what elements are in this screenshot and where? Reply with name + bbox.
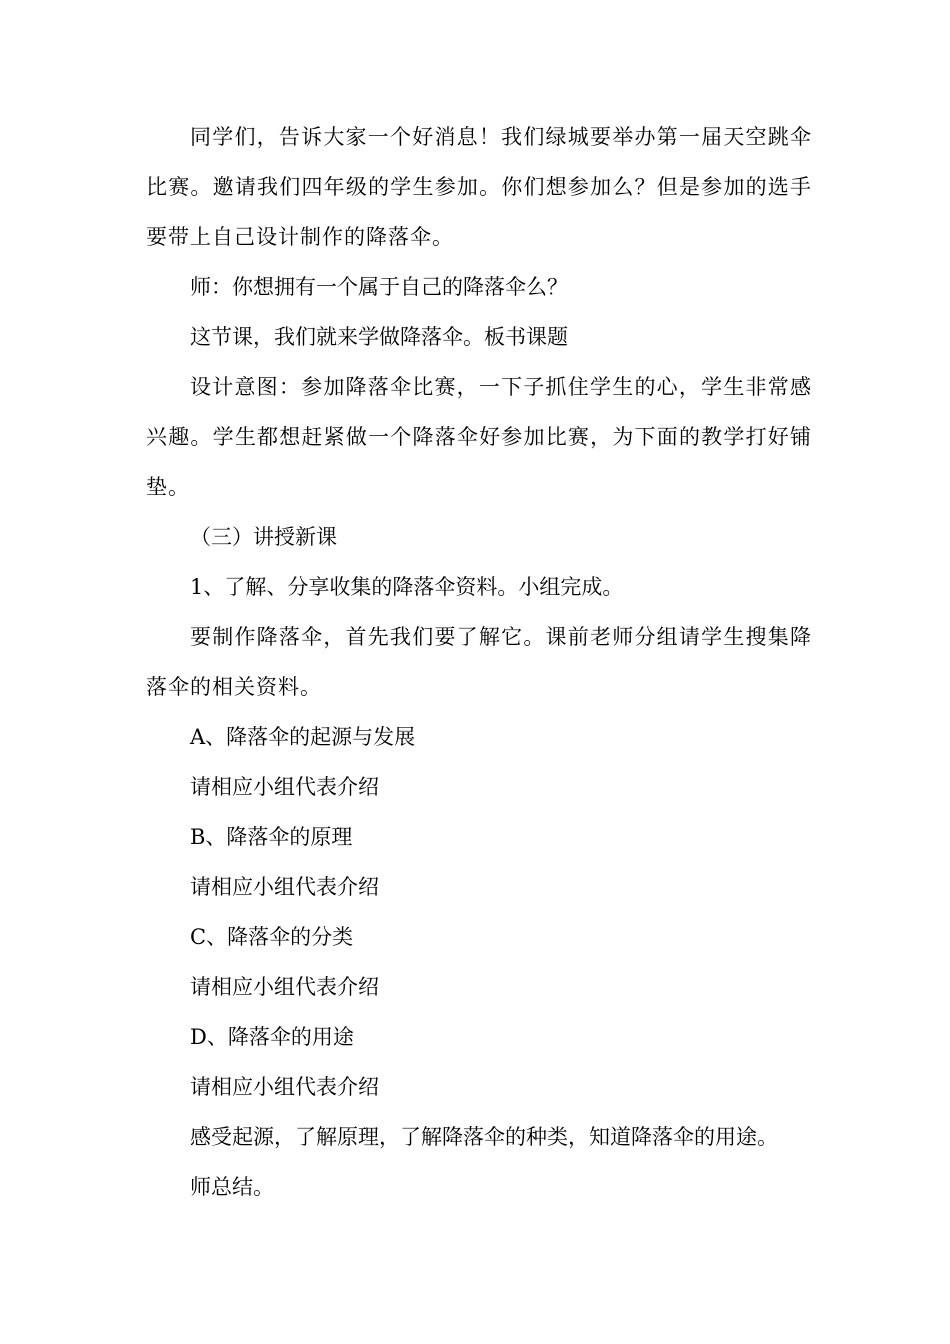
paragraph-design-intent: 设计意图：参加降落伞比赛，一下子抓住学生的心，学生非常感兴趣。学生都想赶紧做一个降落伞好参加比赛，为下面的教学打好铺垫。 xyxy=(146,375,812,499)
paragraph-announcement: 同学们，告诉大家一个好消息！我们绿城要举办第一届天空跳伞比赛。邀请我们四年级的学生参加。你们想参加么？但是参加的选手要带上自己设计制作的降落伞。 xyxy=(146,125,812,249)
list-item-b-note: 请相应小组代表介绍 xyxy=(190,875,379,899)
paragraph-lesson-intro: 这节课，我们就来学做降落伞。板书课题 xyxy=(190,325,568,349)
document-body xyxy=(146,112,812,1212)
list-item-b: B、降落伞的原理 xyxy=(190,825,353,849)
list-item-d: D、降落伞的用途 xyxy=(190,1025,354,1049)
paragraph-research: 要制作降落伞，首先我们要了解它。课前老师分组请学生搜集降落伞的相关资料。 xyxy=(146,625,812,699)
section-heading-new-lesson: （三）讲授新课 xyxy=(190,525,337,549)
list-item-d-note: 请相应小组代表介绍 xyxy=(190,1075,379,1099)
paragraph-teacher-summary: 师总结。 xyxy=(190,1175,274,1199)
list-item-c-note: 请相应小组代表介绍 xyxy=(190,975,379,999)
paragraph-step-1: 1、了解、分享收集的降落伞资料。小组完成。 xyxy=(190,575,624,599)
list-item-a: A、降落伞的起源与发展 xyxy=(190,725,416,749)
list-item-c: C、降落伞的分类 xyxy=(190,925,354,949)
list-item-a-note: 请相应小组代表介绍 xyxy=(190,775,379,799)
paragraph-teacher-question: 师：你想拥有一个属于自己的降落伞么？ xyxy=(190,275,568,299)
paragraph-summary-points: 感受起源，了解原理，了解降落伞的种类，知道降落伞的用途。 xyxy=(190,1125,778,1149)
